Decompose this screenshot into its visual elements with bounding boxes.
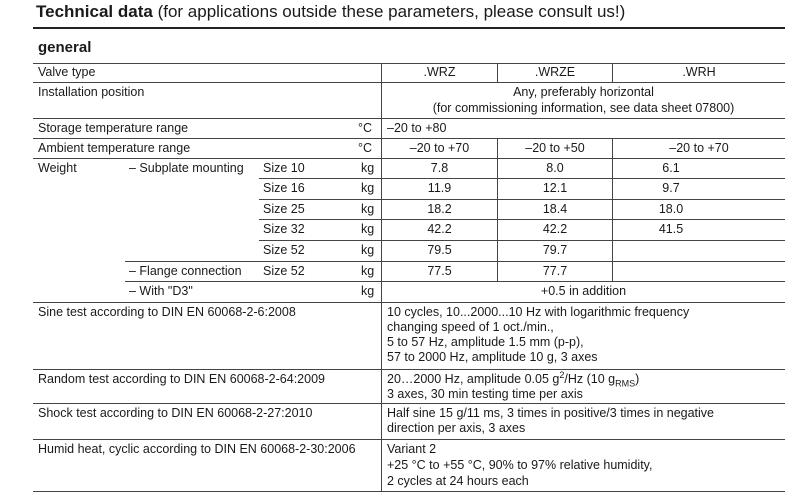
sine-test-line: 10 cycles, 10...2000...10 Hz with logarithmic frequency: [387, 305, 690, 319]
humid-heat-line: +25 °C to +55 °C, 90% to 97% relative humidity,: [387, 458, 653, 472]
weight-unit: kg: [361, 264, 375, 278]
weight-unit: kg: [361, 243, 375, 257]
weight-size: Size 52: [263, 243, 305, 257]
storage-label: Storage temperature range: [38, 121, 189, 135]
humid-heat-line: Variant 2: [387, 442, 437, 456]
weight-value: 79.5: [427, 243, 452, 257]
weight-value: 8.0: [546, 161, 564, 175]
row-divider: [33, 403, 785, 404]
storage-value: –20 to +80: [387, 121, 447, 135]
weight-value: 9.7: [662, 181, 680, 195]
sine-test-line: 5 to 57 Hz, amplitude 1.5 mm (p-p),: [387, 335, 584, 349]
ambient-wrze: –20 to +50: [525, 141, 585, 155]
weight-d3-value: +0.5 in addition: [540, 284, 627, 298]
row-divider: [259, 219, 785, 220]
row-divider: [259, 199, 785, 200]
ambient-wrz: –20 to +70: [409, 141, 470, 155]
section-heading: general: [38, 39, 92, 56]
valve-type-wrh: .WRH: [682, 65, 716, 79]
weight-size: Size 32: [263, 222, 305, 236]
weight-size: Size 16: [263, 181, 305, 195]
title-bold: Technical data: [36, 2, 153, 21]
sine-test-line: 57 to 2000 Hz, amplitude 10 g, 3 axes: [387, 350, 598, 364]
weight-value: 12.1: [542, 181, 568, 195]
row-divider: [259, 178, 785, 179]
weight-d3-label: – With "D3": [129, 284, 193, 298]
sine-test-label: Sine test according to DIN EN 60068-2-6:2008: [38, 305, 296, 319]
title-note: (for applications outside these parameters, please consult us!): [152, 2, 626, 21]
row-divider: [33, 63, 785, 64]
weight-size: Size 52: [263, 264, 305, 278]
weight-value: 77.5: [427, 264, 452, 278]
row-divider: [33, 369, 785, 370]
title-rule: [33, 27, 785, 29]
shock-test-line: Half sine 15 g/11 ms, 3 times in positive/3 times in negative: [387, 406, 715, 420]
shock-test-label: Shock test according to DIN EN 60068-2-27:2010: [38, 406, 313, 420]
valve-type-label: Valve type: [38, 65, 96, 79]
weight-unit: kg: [361, 181, 375, 195]
row-divider: [33, 118, 785, 119]
weight-size: Size 25: [263, 202, 305, 216]
row-divider: [125, 261, 785, 262]
random-rms-subscript: RMS: [615, 378, 636, 389]
ambient-unit: °C: [358, 141, 373, 155]
random-test-line: 3 axes, 30 min testing time per axis: [387, 387, 583, 401]
weight-size: Size 10: [263, 161, 305, 175]
weight-value: 18.0: [658, 202, 684, 216]
weight-unit: kg: [361, 161, 375, 175]
row-divider: [33, 491, 785, 492]
weight-value: 79.7: [542, 243, 568, 257]
installation-label: Installation position: [38, 85, 145, 99]
weight-value: 42.2: [542, 222, 568, 236]
ambient-wrh: –20 to +70: [669, 141, 729, 155]
random-test-label: Random test according to DIN EN 60068-2-64:2009: [38, 372, 325, 386]
row-divider: [125, 281, 785, 282]
weight-value: 42.2: [427, 222, 452, 236]
weight-unit: kg: [361, 222, 375, 236]
weight-value: 41.5: [658, 222, 684, 236]
random-unit: /Hz (10 g: [564, 372, 616, 386]
humid-heat-line: 2 cycles at 24 hours each: [387, 474, 529, 488]
humid-heat-label: Humid heat, cyclic according to DIN EN 60068-2-30:2006: [38, 442, 356, 456]
sine-test-line: changing speed of 1 oct./min.,: [387, 320, 554, 334]
installation-value: Any, preferably horizontal: [513, 85, 654, 99]
row-divider: [33, 158, 785, 159]
weight-value: 6.1: [662, 161, 680, 175]
weight-label: Weight: [38, 161, 77, 175]
random-exponent: 2: [559, 369, 565, 380]
ambient-label: Ambient temperature range: [38, 141, 191, 155]
weight-value: 77.7: [542, 264, 568, 278]
weight-value: 7.8: [430, 161, 449, 175]
random-close-paren: ): [635, 372, 640, 386]
page-title: [36, 2, 625, 22]
installation-note: (for commissioning information, see data sheet 07800): [432, 101, 735, 115]
weight-unit: kg: [361, 284, 375, 298]
weight-value: 18.4: [542, 202, 568, 216]
row-divider: [33, 82, 785, 83]
weight-subplate-label: – Subplate mounting: [129, 161, 244, 175]
random-test-line: [387, 369, 640, 389]
storage-unit: °C: [358, 121, 373, 135]
shock-test-line: direction per axis, 3 axes: [387, 421, 526, 435]
weight-value: 18.2: [427, 202, 452, 216]
row-divider: [33, 138, 785, 139]
random-amplitude: 20…2000 Hz, amplitude 0.05 g: [387, 372, 560, 386]
valve-type-wrz: .WRZ: [423, 65, 456, 79]
row-divider: [33, 302, 785, 303]
weight-flange-label: – Flange connection: [129, 264, 242, 278]
row-divider: [33, 439, 785, 440]
valve-type-wrze: .WRZE: [534, 65, 576, 79]
weight-value: 11.9: [427, 181, 452, 195]
weight-unit: kg: [361, 202, 375, 216]
row-divider: [259, 240, 785, 241]
